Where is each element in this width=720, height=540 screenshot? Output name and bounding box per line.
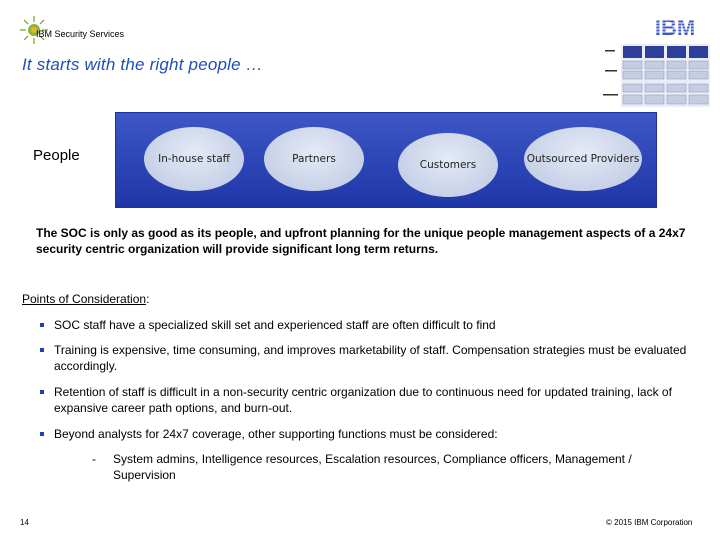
bullet-marker [40,348,44,352]
sub-bullet-item [92,451,652,483]
oval-label: In-house staff [158,153,230,165]
people-label: People [33,147,80,164]
considerations-heading-text: Points of Consideration [22,292,147,306]
ibm-logo-text: IBM [654,15,696,40]
bullet-item [40,384,690,416]
bullet-text: Beyond analysts for 24x7 coverage, other supporting functions must be considered: [54,427,498,441]
sub-bullet-marker: - [92,452,96,466]
considerations-heading-colon: : [146,292,150,306]
header-title: IBM Security Services [36,29,125,39]
oval-label: Partners [292,153,336,165]
oval-label: Customers [419,159,477,171]
summary-text: The SOC is only as good as its people, and upfront planning for the unique people management aspects of a 24x7 security centric organization will provide significant long term returns. [36,226,686,256]
ibm-logo [650,14,700,40]
slide-title: It starts with the right people … [22,55,263,74]
bullet-marker [40,323,44,327]
bullet-text: Training is expensive, time consuming, and improves marketability of staff. Compensation strategies must be evaluated accordingly. [54,343,687,373]
bullet-text: Retention of staff is difficult in a non-security centric organization due to continuous need for updated training, lack of expansive career path options, and burn-out. [54,385,672,415]
bullet-item [40,342,690,374]
framework-thumbnail [603,44,710,107]
people-panel [115,112,657,208]
bullet-item [40,426,690,442]
bullet-item [40,317,690,333]
oval-partners [264,127,364,191]
oval-label: Outsourced Providers [526,153,640,165]
page-number: 14 [20,518,29,527]
bullet-text: SOC staff have a specialized skill set and experienced staff are often difficult to find [54,318,496,332]
sub-bullet-text: System admins, Intelligence resources, Escalation resources, Compliance officers, Management / Supervision [113,452,632,482]
bullet-marker [40,432,44,436]
copyright: © 2015 IBM Corporation [606,518,693,527]
oval-in-house-staff [144,127,244,191]
oval-customers [398,133,498,197]
considerations-heading [22,292,149,306]
oval-outsourced-providers [524,127,642,191]
bullet-marker [40,390,44,394]
